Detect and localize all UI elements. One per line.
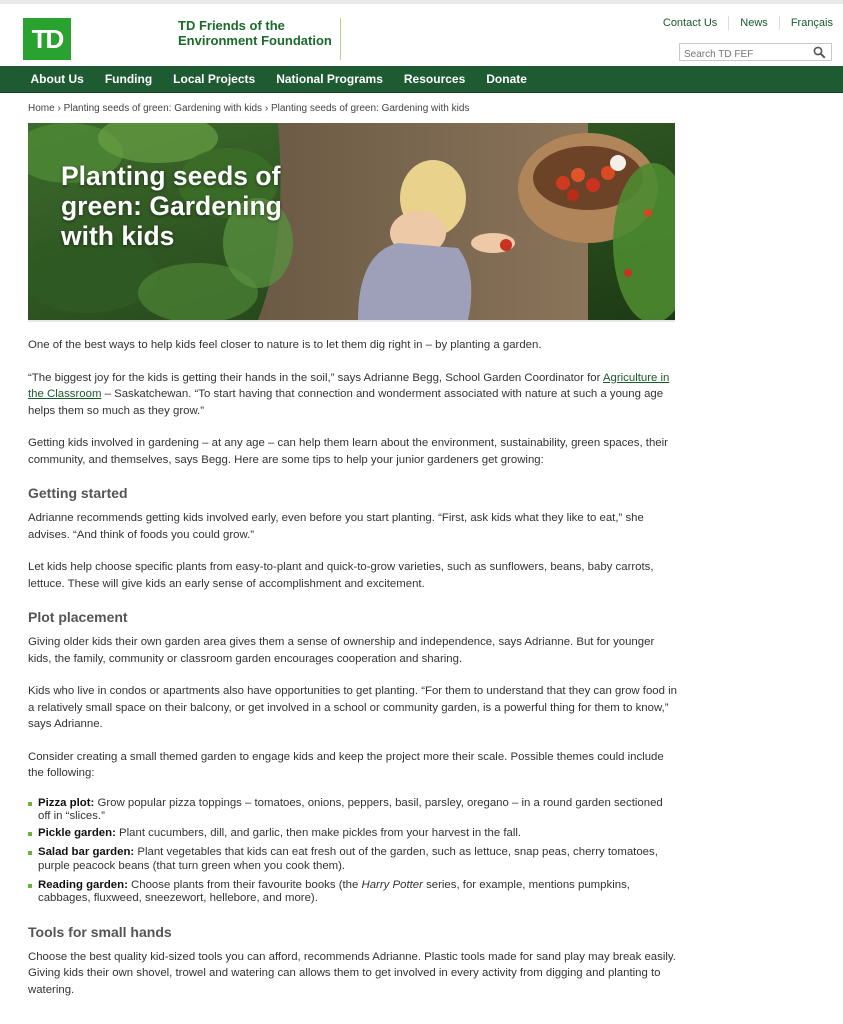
getting-started-p2: Let kids help choose specific plants from easy-to-plant and quick-to-grow varieties, such as sunflowers, beans, baby carrots, lettuce. These will give kids an early sense of accomplishment and excitement. xyxy=(28,561,654,590)
news-link[interactable]: News xyxy=(728,16,779,30)
breadcrumb xyxy=(28,104,678,123)
plot-placement-p1: Giving older kids their own garden area gives them a sense of ownership and independence, says Adrianne. But for younger kids, the family, community or classroom garden encourages cooperation and sharing. xyxy=(28,636,655,665)
foundation-name[interactable] xyxy=(178,18,332,48)
main-nav xyxy=(0,66,843,93)
breadcrumb-home[interactable]: Home xyxy=(28,103,55,114)
nav-funding[interactable]: Funding xyxy=(104,72,153,86)
nav-about-us[interactable]: About Us xyxy=(30,72,84,86)
foundation-line-1: TD Friends of the xyxy=(178,18,285,33)
hero-title: Planting seeds of green: Gardening with kids xyxy=(61,161,282,251)
plot-placement-p2: Kids who live in condos or apartments also have opportunities to get planting. “For them to understand that they can grow food in a relatively small space on their balcony, or get involved in a school or community garden, is a powerful thing for them to know,” says Adrianne. xyxy=(28,685,678,730)
main-content xyxy=(28,104,678,1014)
theme-text: Plant vegetables that kids can eat fresh out of the garden, such as lettuce, snap peas, cherry tomatoes, purple peacock beans (that turn green when you cook them). xyxy=(38,846,658,872)
header-divider xyxy=(340,18,341,60)
francais-link[interactable]: Français xyxy=(779,16,833,30)
breadcrumb-level1[interactable]: Planting seeds of green: Gardening with kids xyxy=(63,103,263,114)
theme-name: Reading garden: xyxy=(38,878,128,891)
list-item xyxy=(28,879,678,906)
quote-text-2: – Saskatchewan. “To start having that connection and wonderment associated with nature at such a young age helps them so much as they grow.” xyxy=(28,388,664,417)
logo-text: TD xyxy=(31,23,63,54)
site-header xyxy=(0,0,843,66)
themes-list xyxy=(28,797,678,906)
breadcrumb-current: Planting seeds of green: Gardening with kids xyxy=(270,103,470,114)
plot-placement-p3: Consider creating a small themed garden to engage kids and keep the project more their scale. Possible themes could include the following: xyxy=(28,750,664,779)
breadcrumb-separator: › xyxy=(264,103,269,114)
theme-text: Plant cucumbers, dill, and garlic, then make pickles from your harvest in the fall. xyxy=(115,827,522,840)
theme-text: Grow popular pizza toppings – tomatoes, onions, peppers, basil, parsley, oregano – in a round garden sectioned off in “slices.” xyxy=(38,796,663,822)
bullet-icon xyxy=(28,832,32,836)
heading-tools: Tools for small hands xyxy=(28,923,172,940)
heading-plot-placement: Plot placement xyxy=(28,609,128,625)
utility-links xyxy=(652,16,833,30)
search-icon[interactable] xyxy=(813,46,826,59)
getting-started-p1: Adrianne recommends getting kids involved early, even before you start planting. “First, ask kids what they like to eat,” she advises. “And think of foods you could grow.” xyxy=(28,512,644,541)
nav-resources[interactable]: Resources xyxy=(403,72,466,86)
bullet-icon xyxy=(28,851,32,855)
nav-national-programs[interactable]: National Programs xyxy=(276,72,383,86)
foundation-line-2: Environment Foundation xyxy=(178,33,332,48)
paragraph-3: Getting kids involved in gardening – at any age – can help them learn about the environment, sustainability, green spaces, their community, and themselves, says Begg. Here are some tips to help your junior gardeners get growing: xyxy=(28,437,668,466)
td-logo[interactable] xyxy=(23,18,71,60)
agriculture-classroom-link[interactable]: Agriculture in the Classroom xyxy=(28,371,670,400)
quote-text-1: “The biggest joy for the kids is getting their hands in the soil,” says Adrianne Begg, School Garden Coordinator for xyxy=(28,371,603,384)
theme-name: Salad bar garden: xyxy=(38,846,135,859)
bullet-icon xyxy=(28,802,32,806)
bullet-icon xyxy=(28,884,32,888)
theme-name: Pickle garden: xyxy=(38,827,116,840)
list-item xyxy=(28,846,678,873)
contact-us-link[interactable]: Contact Us xyxy=(662,17,718,29)
book-title: Harry Potter xyxy=(361,878,423,891)
theme-text: Choose plants from their favourite books (the xyxy=(127,878,362,891)
hero-image xyxy=(28,123,675,320)
list-item xyxy=(28,797,678,824)
quote-paragraph xyxy=(28,370,678,420)
search-box xyxy=(679,43,832,61)
nav-local-projects[interactable]: Local Projects xyxy=(173,72,256,86)
heading-getting-started: Getting started xyxy=(28,485,128,501)
tools-p1: Choose the best quality kid-sized tools you can afford, recommends Adrianne. Plastic tools made for sand play may break easily. Giving kids their own shovel, trowel and watering can allows them to get involved in every activity from digging and planting to watering. xyxy=(28,950,676,996)
list-item xyxy=(28,827,678,840)
theme-name: Pizza plot: xyxy=(38,796,95,809)
nav-donate[interactable]: Donate xyxy=(486,72,527,86)
theme-text: series, for example, mentions pumpkins, cabbages, fluxweed, sneezewort, hellebore, and more). xyxy=(38,878,630,905)
search-input[interactable] xyxy=(680,47,813,63)
intro-paragraph: One of the best ways to help kids feel closer to nature is to let them dig right in – by planting a garden. xyxy=(28,339,542,351)
breadcrumb-separator: › xyxy=(57,103,61,114)
